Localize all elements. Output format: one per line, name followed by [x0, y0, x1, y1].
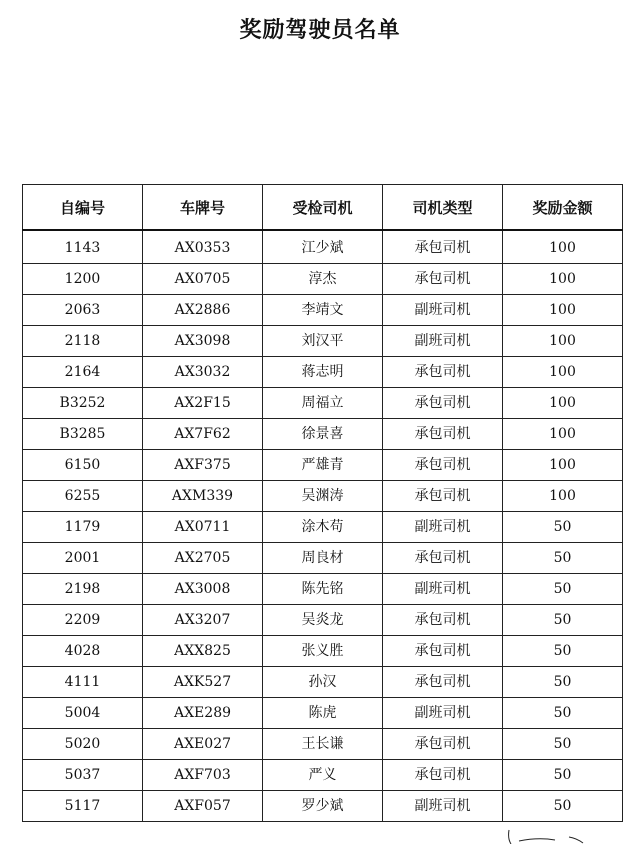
cell-driver-name: 江少斌 — [263, 230, 383, 264]
cell-reward-amount: 50 — [503, 760, 623, 791]
cell-reward-amount: 50 — [503, 791, 623, 822]
cell-driver-id: 5117 — [23, 791, 143, 822]
page-title: 奖励驾驶员名单 — [239, 18, 401, 43]
cell-driver-id: 1179 — [23, 512, 143, 543]
cell-driver-name: 吴炎龙 — [263, 605, 383, 636]
cell-driver-id: 5037 — [23, 760, 143, 791]
table-row — [23, 729, 623, 760]
cell-driver-type: 副班司机 — [383, 791, 503, 822]
table-row — [23, 667, 623, 698]
cell-plate-number: AXM339 — [143, 481, 263, 512]
cell-plate-number: AXE027 — [143, 729, 263, 760]
table-row — [23, 450, 623, 481]
header-driver-id: 自编号 — [23, 185, 143, 231]
table-row — [23, 230, 623, 264]
cell-reward-amount: 50 — [503, 605, 623, 636]
cell-driver-name: 淳杰 — [263, 264, 383, 295]
cell-reward-amount: 100 — [503, 388, 623, 419]
cell-driver-id: 6150 — [23, 450, 143, 481]
cell-reward-amount: 100 — [503, 450, 623, 481]
cell-driver-type: 副班司机 — [383, 698, 503, 729]
cell-driver-type: 副班司机 — [383, 295, 503, 326]
cell-plate-number: AX3032 — [143, 357, 263, 388]
table-row — [23, 326, 623, 357]
table-row — [23, 388, 623, 419]
cell-plate-number: AX0711 — [143, 512, 263, 543]
cell-driver-type: 承包司机 — [383, 605, 503, 636]
cell-driver-type: 副班司机 — [383, 326, 503, 357]
table-row — [23, 357, 623, 388]
handwritten-pen-mark — [505, 828, 585, 844]
cell-driver-name: 王长谦 — [263, 729, 383, 760]
cell-driver-name: 刘汉平 — [263, 326, 383, 357]
cell-driver-id: B3252 — [23, 388, 143, 419]
cell-driver-name: 严雄青 — [263, 450, 383, 481]
cell-reward-amount: 50 — [503, 698, 623, 729]
header-plate-number: 车牌号 — [143, 185, 263, 231]
cell-driver-name: 李靖文 — [263, 295, 383, 326]
cell-driver-name: 徐景喜 — [263, 419, 383, 450]
cell-driver-id: 2209 — [23, 605, 143, 636]
cell-driver-type: 承包司机 — [383, 357, 503, 388]
cell-driver-id: 1143 — [23, 230, 143, 264]
table-row — [23, 512, 623, 543]
cell-driver-name: 涂木苟 — [263, 512, 383, 543]
cell-reward-amount: 50 — [503, 729, 623, 760]
cell-driver-id: 2118 — [23, 326, 143, 357]
cell-reward-amount: 100 — [503, 264, 623, 295]
cell-plate-number: AXK527 — [143, 667, 263, 698]
cell-driver-type: 承包司机 — [383, 667, 503, 698]
cell-driver-id: 1200 — [23, 264, 143, 295]
cell-driver-id: 4028 — [23, 636, 143, 667]
cell-plate-number: AX2F15 — [143, 388, 263, 419]
cell-plate-number: AX7F62 — [143, 419, 263, 450]
cell-reward-amount: 50 — [503, 543, 623, 574]
table-row — [23, 264, 623, 295]
cell-driver-name: 周良材 — [263, 543, 383, 574]
table-row — [23, 419, 623, 450]
cell-driver-type: 承包司机 — [383, 450, 503, 481]
cell-reward-amount: 100 — [503, 326, 623, 357]
cell-plate-number: AX0353 — [143, 230, 263, 264]
cell-driver-id: 2063 — [23, 295, 143, 326]
cell-driver-type: 承包司机 — [383, 543, 503, 574]
header-inspected-driver: 受检司机 — [263, 185, 383, 231]
cell-reward-amount: 100 — [503, 230, 623, 264]
cell-driver-type: 承包司机 — [383, 388, 503, 419]
cell-driver-id: 2164 — [23, 357, 143, 388]
cell-driver-id: B3285 — [23, 419, 143, 450]
cell-reward-amount: 100 — [503, 357, 623, 388]
cell-driver-type: 承包司机 — [383, 636, 503, 667]
cell-driver-name: 陈虎 — [263, 698, 383, 729]
cell-reward-amount: 50 — [503, 667, 623, 698]
cell-driver-name: 周福立 — [263, 388, 383, 419]
cell-plate-number: AXE289 — [143, 698, 263, 729]
cell-plate-number: AX0705 — [143, 264, 263, 295]
cell-plate-number: AX3207 — [143, 605, 263, 636]
cell-plate-number: AX2705 — [143, 543, 263, 574]
cell-driver-id: 5020 — [23, 729, 143, 760]
cell-driver-name: 罗少斌 — [263, 791, 383, 822]
cell-driver-id: 2198 — [23, 574, 143, 605]
cell-driver-type: 承包司机 — [383, 729, 503, 760]
cell-driver-id: 4111 — [23, 667, 143, 698]
table-row — [23, 574, 623, 605]
cell-plate-number: AXF057 — [143, 791, 263, 822]
driver-reward-table — [22, 184, 623, 822]
table-header-row — [23, 185, 623, 231]
table-row — [23, 605, 623, 636]
cell-driver-type: 承包司机 — [383, 481, 503, 512]
cell-plate-number: AXF703 — [143, 760, 263, 791]
cell-reward-amount: 50 — [503, 574, 623, 605]
cell-driver-type: 副班司机 — [383, 512, 503, 543]
cell-plate-number: AXF375 — [143, 450, 263, 481]
cell-driver-name: 吴渊涛 — [263, 481, 383, 512]
table-row — [23, 636, 623, 667]
header-driver-type: 司机类型 — [383, 185, 503, 231]
cell-driver-type: 副班司机 — [383, 574, 503, 605]
cell-driver-type: 承包司机 — [383, 230, 503, 264]
table-row — [23, 295, 623, 326]
cell-driver-name: 陈先铭 — [263, 574, 383, 605]
table-row — [23, 698, 623, 729]
cell-driver-id: 2001 — [23, 543, 143, 574]
cell-plate-number: AXX825 — [143, 636, 263, 667]
cell-reward-amount: 100 — [503, 481, 623, 512]
cell-driver-name: 张义胜 — [263, 636, 383, 667]
cell-driver-name: 孙汉 — [263, 667, 383, 698]
table-row — [23, 760, 623, 791]
cell-reward-amount: 100 — [503, 295, 623, 326]
cell-driver-type: 承包司机 — [383, 760, 503, 791]
cell-plate-number: AX2886 — [143, 295, 263, 326]
cell-reward-amount: 50 — [503, 512, 623, 543]
cell-driver-type: 承包司机 — [383, 264, 503, 295]
cell-driver-id: 6255 — [23, 481, 143, 512]
cell-driver-name: 严义 — [263, 760, 383, 791]
cell-driver-id: 5004 — [23, 698, 143, 729]
cell-reward-amount: 50 — [503, 636, 623, 667]
cell-reward-amount: 100 — [503, 419, 623, 450]
table-row — [23, 791, 623, 822]
table-body — [23, 230, 623, 822]
table-row — [23, 481, 623, 512]
cell-plate-number: AX3008 — [143, 574, 263, 605]
cell-driver-type: 承包司机 — [383, 419, 503, 450]
cell-driver-name: 蒋志明 — [263, 357, 383, 388]
header-reward-amount: 奖励金额 — [503, 185, 623, 231]
cell-plate-number: AX3098 — [143, 326, 263, 357]
table-row — [23, 543, 623, 574]
